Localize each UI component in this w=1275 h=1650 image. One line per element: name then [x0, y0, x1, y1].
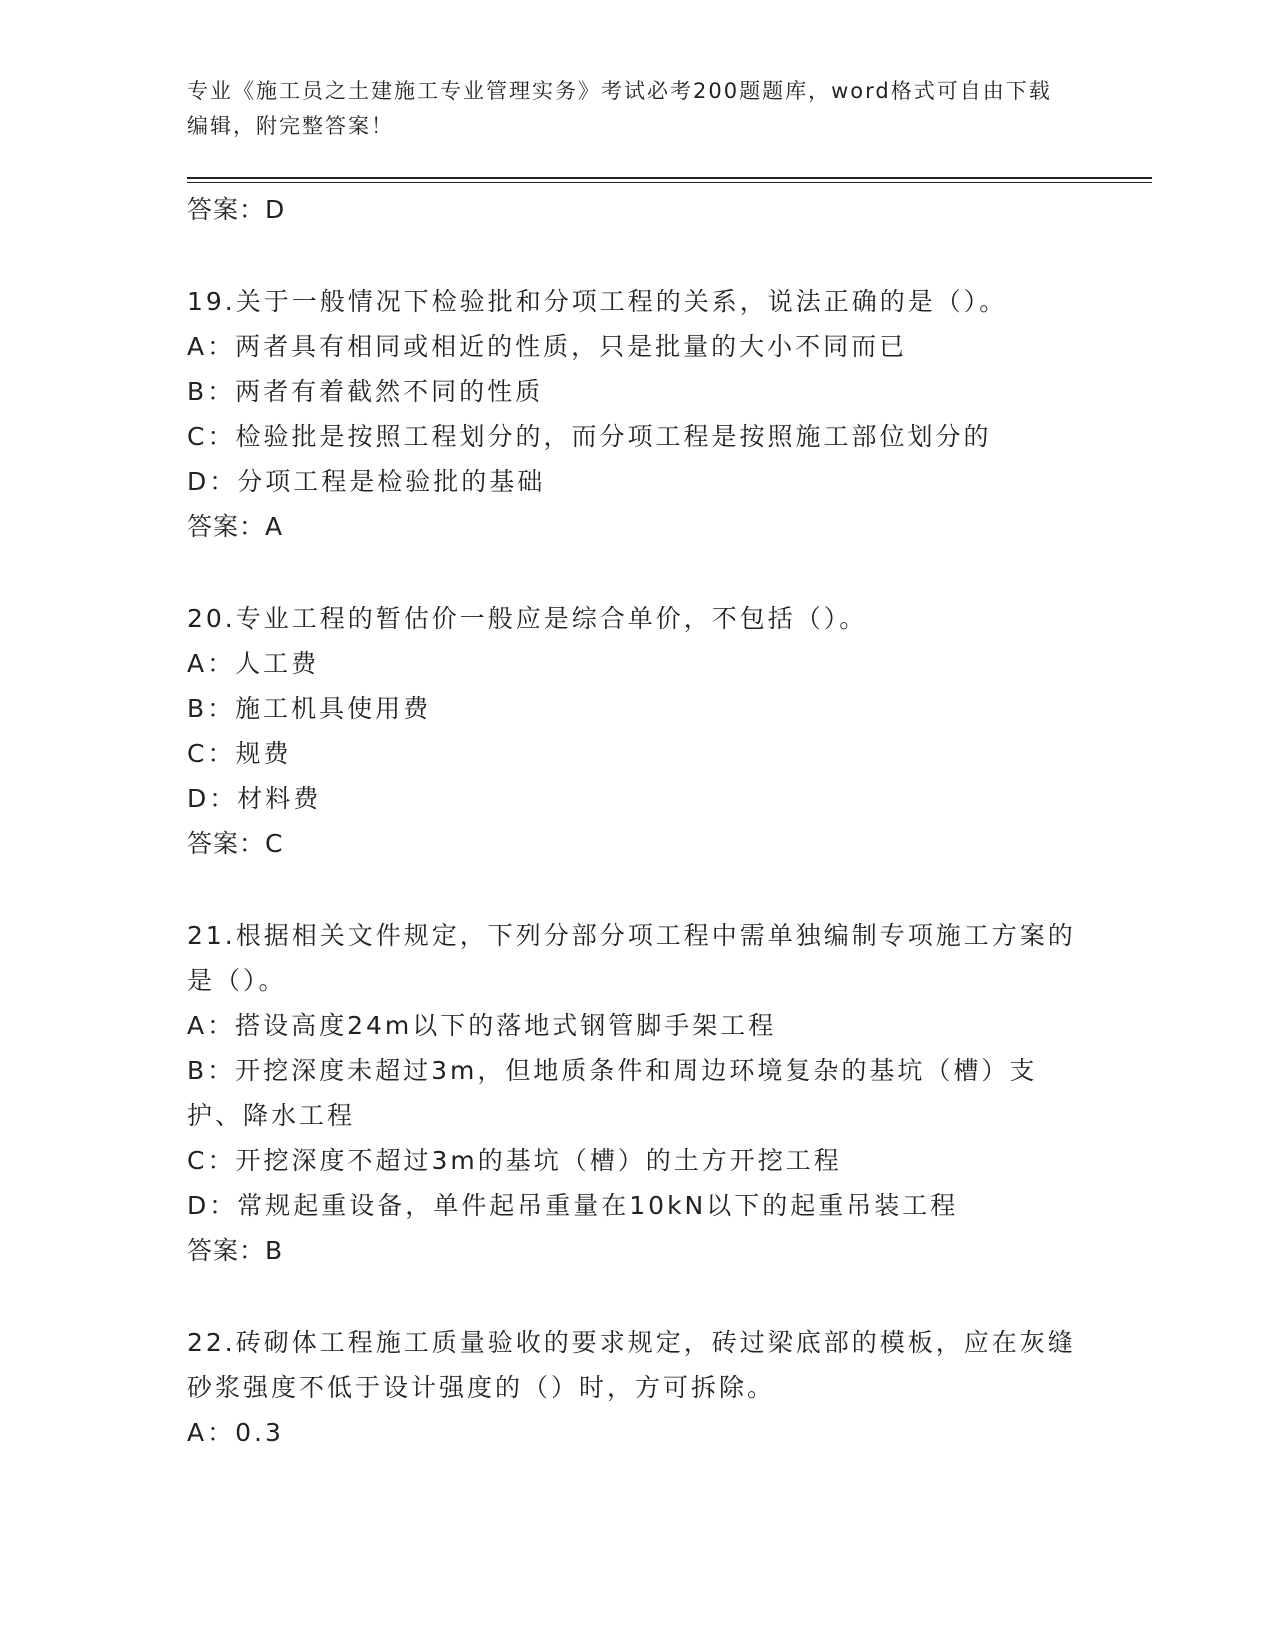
header-rule-thick: [187, 177, 1152, 179]
option-b: B：施工机具使用费: [187, 694, 432, 723]
answer-line: 答案：B: [187, 1236, 284, 1265]
option-b: B：开挖深度未超过3m，但地质条件和周边环境复杂的基坑（槽）支护、降水工程: [187, 1056, 1038, 1130]
answer-line: 答案：C: [187, 829, 284, 858]
block-gap: [187, 232, 1087, 279]
option-a: A：搭设高度24m以下的落地式钢管脚手架工程: [187, 1011, 777, 1040]
block-gap: [187, 1273, 1087, 1320]
question-22: 22.砖砌体工程施工质量验收的要求规定，砖过梁底部的模板，应在灰缝砂浆强度不低于设计强度的（）时，方可拆除。: [187, 1328, 1076, 1402]
document-header: 专业《施工员之土建施工专业管理实务》考试必考200题题库，word格式可自由下载编辑，附完整答案！: [187, 79, 1052, 138]
question-21: 21.根据相关文件规定，下列分部分项工程中需单独编制专项施工方案的是（）。: [187, 921, 1076, 995]
option-a: A：两者具有相同或相近的性质，只是批量的大小不同而已: [187, 332, 908, 361]
block-gap: [187, 549, 1087, 596]
block-gap: [187, 866, 1087, 913]
option-d: D：分项工程是检验批的基础: [187, 467, 546, 496]
document-body: [187, 187, 1087, 1455]
option-c: C：开挖深度不超过3m的基坑（槽）的土方开挖工程: [187, 1146, 842, 1175]
option-c: C：规费: [187, 739, 292, 768]
option-d: D：材料费: [187, 784, 322, 813]
answer-line: 答案：D: [187, 195, 286, 224]
option-b: B：两者有着截然不同的性质: [187, 377, 544, 406]
header-rule-thin: [187, 182, 1152, 183]
option-a: A：人工费: [187, 649, 320, 678]
question-20: 20.专业工程的暂估价一般应是综合单价，不包括（）。: [187, 604, 868, 633]
answer-line: 答案：A: [187, 512, 284, 541]
option-d: D：常规起重设备，单件起吊重量在10kN以下的起重吊装工程: [187, 1191, 959, 1220]
question-19: 19.关于一般情况下检验批和分项工程的关系，说法正确的是（）。: [187, 287, 1008, 316]
option-a: A：0.3: [187, 1418, 284, 1447]
option-c: C：检验批是按照工程划分的，而分项工程是按照施工部位划分的: [187, 422, 992, 451]
